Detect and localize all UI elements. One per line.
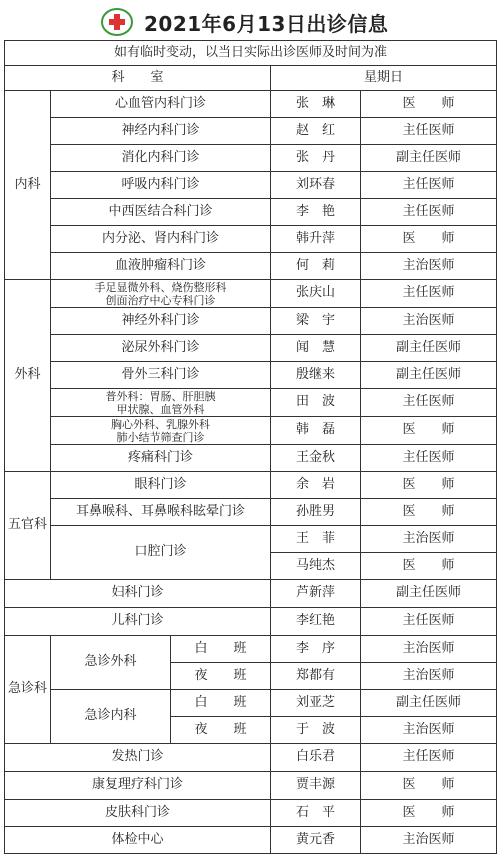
category-cell: 外科 [5, 280, 51, 472]
page-title: 2021年6月13日出诊信息 [144, 12, 389, 36]
doctor-cell: 王 菲 [271, 526, 361, 553]
title-cell: 主治医师 [361, 717, 497, 744]
clinic-cell: 急诊内科 [51, 690, 171, 744]
title-cell: 医 师 [361, 499, 497, 526]
clinic-cell [51, 280, 271, 308]
title-cell: 副主任医师 [361, 145, 497, 172]
clinic-cell: 妇科门诊 [5, 580, 271, 608]
title-cell: 副主任医师 [361, 580, 497, 608]
note-text: 如有临时变动，以当日实际出诊医师及时间为准 [5, 41, 497, 66]
clinic-cell [51, 389, 271, 417]
clinic-cell: 耳鼻喉科、耳鼻喉科眩晕门诊 [51, 499, 271, 526]
header-row [5, 66, 497, 91]
title-cell: 医 师 [361, 800, 497, 827]
clinic-cell: 康复理疗科门诊 [5, 772, 271, 800]
doctor-cell: 田 波 [271, 389, 361, 417]
title-cell: 主任医师 [361, 445, 497, 472]
table-row [5, 199, 497, 226]
clinic-line: 肺小结节筛查门诊 [116, 430, 205, 444]
category-cell: 急诊科 [5, 636, 51, 744]
title-cell: 主治医师 [361, 526, 497, 553]
doctor-cell: 李红艳 [271, 608, 361, 636]
title-cell: 主治医师 [361, 308, 497, 335]
doctor-cell: 殷继来 [271, 362, 361, 389]
category-cell: 五官科 [5, 472, 51, 580]
clinic-cell: 中西医结合科门诊 [51, 199, 271, 226]
title-cell: 主任医师 [361, 389, 497, 417]
shift-cell: 白 班 [171, 636, 271, 663]
doctor-cell: 闻 慧 [271, 335, 361, 362]
doctor-cell: 马纯杰 [271, 553, 361, 580]
table-row [5, 389, 497, 417]
clinic-cell [51, 417, 271, 445]
title-cell: 主任医师 [361, 199, 497, 226]
hospital-logo-icon [100, 7, 134, 37]
clinic-cell: 神经内科门诊 [51, 118, 271, 145]
clinic-cell: 皮肤科门诊 [5, 800, 271, 827]
table-row [5, 91, 497, 118]
title-cell: 主任医师 [361, 280, 497, 308]
clinic-cell: 心血管内科门诊 [51, 91, 271, 118]
table-row [5, 608, 497, 636]
clinic-cell: 发热门诊 [5, 744, 271, 772]
title-cell: 主治医师 [361, 663, 497, 690]
table-row [5, 445, 497, 472]
doctor-cell: 张庆山 [271, 280, 361, 308]
header-dept: 科 室 [5, 66, 271, 91]
title-cell: 医 师 [361, 417, 497, 445]
title-cell: 医 师 [361, 772, 497, 800]
clinic-cell: 神经外科门诊 [51, 308, 271, 335]
note-row [5, 41, 497, 66]
title-cell: 主治医师 [361, 636, 497, 663]
shift-cell: 夜 班 [171, 717, 271, 744]
table-row [5, 335, 497, 362]
doctor-cell: 张 琳 [271, 91, 361, 118]
doctor-cell: 孙胜男 [271, 499, 361, 526]
table-row [5, 827, 497, 854]
title-cell: 主治医师 [361, 827, 497, 854]
doctor-cell: 郑都有 [271, 663, 361, 690]
doctor-cell: 芦新萍 [271, 580, 361, 608]
title-bar [4, 4, 496, 40]
doctor-cell: 王金秋 [271, 445, 361, 472]
title-cell: 医 师 [361, 91, 497, 118]
header-day: 星期日 [271, 66, 497, 91]
table-row [5, 253, 497, 280]
category-cell: 内科 [5, 91, 51, 280]
doctor-cell: 李 艳 [271, 199, 361, 226]
doctor-cell: 赵 红 [271, 118, 361, 145]
doctor-cell: 白乐君 [271, 744, 361, 772]
table-row [5, 417, 497, 445]
title-cell: 副主任医师 [361, 335, 497, 362]
clinic-cell: 体检中心 [5, 827, 271, 854]
title-cell: 主任医师 [361, 118, 497, 145]
shift-cell: 夜 班 [171, 663, 271, 690]
clinic-cell: 内分泌、肾内科门诊 [51, 226, 271, 253]
clinic-cell: 泌尿外科门诊 [51, 335, 271, 362]
title-cell: 副主任医师 [361, 690, 497, 717]
doctor-cell: 韩 磊 [271, 417, 361, 445]
doctor-cell: 梁 宇 [271, 308, 361, 335]
doctor-cell: 李 序 [271, 636, 361, 663]
doctor-cell: 何 莉 [271, 253, 361, 280]
schedule-table [4, 40, 497, 854]
title-cell: 主任医师 [361, 744, 497, 772]
table-row [5, 744, 497, 772]
clinic-cell: 急诊外科 [51, 636, 171, 690]
table-row [5, 580, 497, 608]
doctor-cell: 于 波 [271, 717, 361, 744]
title-cell: 主治医师 [361, 253, 497, 280]
doctor-cell: 张 丹 [271, 145, 361, 172]
clinic-cell: 消化内科门诊 [51, 145, 271, 172]
doctor-cell: 韩升萍 [271, 226, 361, 253]
clinic-cell: 呼吸内科门诊 [51, 172, 271, 199]
title-cell: 医 师 [361, 553, 497, 580]
table-row [5, 472, 497, 499]
table-row [5, 690, 497, 717]
clinic-cell: 骨外三科门诊 [51, 362, 271, 389]
clinic-cell: 疼痛科门诊 [51, 445, 271, 472]
table-row [5, 499, 497, 526]
table-row [5, 172, 497, 199]
doctor-cell: 黄元香 [271, 827, 361, 854]
clinic-cell: 眼科门诊 [51, 472, 271, 499]
clinic-line: 甲状腺、血管外科 [116, 402, 205, 416]
table-row [5, 636, 497, 663]
doctor-cell: 余 岩 [271, 472, 361, 499]
table-row [5, 800, 497, 827]
doctor-cell: 刘亚芝 [271, 690, 361, 717]
doctor-cell: 石 平 [271, 800, 361, 827]
table-row [5, 226, 497, 253]
table-row [5, 145, 497, 172]
title-cell: 医 师 [361, 472, 497, 499]
table-row [5, 118, 497, 145]
doctor-cell: 刘环春 [271, 172, 361, 199]
table-row [5, 280, 497, 308]
table-row [5, 362, 497, 389]
title-cell: 主任医师 [361, 172, 497, 199]
clinic-line: 创面治疗中心专科门诊 [105, 293, 216, 307]
title-cell: 医 师 [361, 226, 497, 253]
clinic-cell: 儿科门诊 [5, 608, 271, 636]
doctor-cell: 贾丰源 [271, 772, 361, 800]
clinic-cell: 血液肿瘤科门诊 [51, 253, 271, 280]
title-cell: 副主任医师 [361, 362, 497, 389]
clinic-line: 普外科：胃肠、肝胆胰 [105, 389, 216, 403]
title-cell: 主任医师 [361, 608, 497, 636]
clinic-cell: 口腔门诊 [51, 526, 271, 580]
clinic-line: 手足显微外科、烧伤整形科 [94, 280, 227, 294]
clinic-line: 胸心外科、乳腺外科 [111, 417, 210, 431]
table-row [5, 526, 497, 553]
table-row [5, 308, 497, 335]
shift-cell: 白 班 [171, 690, 271, 717]
table-row [5, 772, 497, 800]
